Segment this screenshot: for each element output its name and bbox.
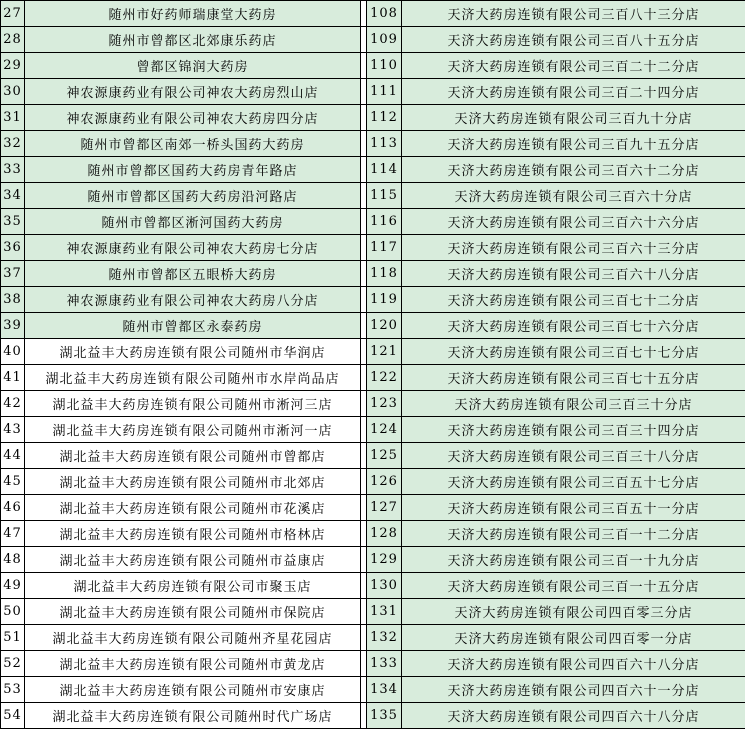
table-row [1, 313, 745, 339]
row-number-left: 47 [1, 521, 25, 547]
table-row [1, 495, 745, 521]
row-number-right: 130 [367, 573, 402, 599]
store-name-right: 天济大药房连锁有限公司三百三十分店 [402, 391, 745, 417]
row-number-right: 134 [367, 677, 402, 703]
table-row [1, 599, 745, 625]
row-number-left: 54 [1, 703, 25, 729]
row-number-left: 37 [1, 261, 25, 287]
row-number-left: 39 [1, 313, 25, 339]
store-name-right: 天济大药房连锁有限公司三百七十七分店 [402, 339, 745, 365]
store-name-right: 天济大药房连锁有限公司三百三十八分店 [402, 443, 745, 469]
row-number-left: 48 [1, 547, 25, 573]
row-number-left: 45 [1, 469, 25, 495]
row-number-right: 108 [367, 1, 402, 27]
table-row [1, 287, 745, 313]
row-number-right: 111 [367, 79, 402, 105]
table-row [1, 391, 745, 417]
store-name-left: 湖北益丰大药房连锁有限公司随州市格林店 [25, 521, 361, 547]
row-number-left: 32 [1, 131, 25, 157]
row-number-left: 43 [1, 417, 25, 443]
store-name-right: 天济大药房连锁有限公司三百六十三分店 [402, 235, 745, 261]
store-name-right: 天济大药房连锁有限公司四百零一分店 [402, 625, 745, 651]
store-name-left: 湖北益丰大药房连锁有限公司市聚玉店 [25, 573, 361, 599]
store-name-left: 湖北益丰大药房连锁有限公司随州市花溪店 [25, 495, 361, 521]
store-name-left: 随州市曾都区淅河国药大药房 [25, 209, 361, 235]
row-number-right: 116 [367, 209, 402, 235]
row-number-right: 115 [367, 183, 402, 209]
table-row [1, 131, 745, 157]
row-number-right: 110 [367, 53, 402, 79]
store-name-left: 随州市好药师瑞康堂大药房 [25, 1, 361, 27]
table-row [1, 651, 745, 677]
store-name-right: 天济大药房连锁有限公司三百一十九分店 [402, 547, 745, 573]
store-name-right: 天济大药房连锁有限公司三百九十分店 [402, 105, 745, 131]
row-number-right: 119 [367, 287, 402, 313]
row-number-left: 31 [1, 105, 25, 131]
store-name-right: 天济大药房连锁有限公司三百六十六分店 [402, 209, 745, 235]
store-name-left: 湖北益丰大药房连锁有限公司随州齐星花园店 [25, 625, 361, 651]
table-row [1, 183, 745, 209]
store-name-left: 湖北益丰大药房连锁有限公司随州市益康店 [25, 547, 361, 573]
store-name-left: 湖北益丰大药房连锁有限公司随州市黄龙店 [25, 651, 361, 677]
row-number-right: 114 [367, 157, 402, 183]
table-body [1, 1, 745, 729]
row-number-right: 117 [367, 235, 402, 261]
store-name-right: 天济大药房连锁有限公司四百六十一分店 [402, 677, 745, 703]
row-number-left: 49 [1, 573, 25, 599]
row-number-left: 53 [1, 677, 25, 703]
row-number-right: 124 [367, 417, 402, 443]
row-number-right: 112 [367, 105, 402, 131]
store-name-left: 神农源康药业有限公司神农大药房七分店 [25, 235, 361, 261]
row-number-left: 35 [1, 209, 25, 235]
table-row [1, 261, 745, 287]
row-number-right: 123 [367, 391, 402, 417]
store-name-right: 天济大药房连锁有限公司三百八十三分店 [402, 1, 745, 27]
table-row [1, 235, 745, 261]
row-number-left: 40 [1, 339, 25, 365]
table-row [1, 27, 745, 53]
row-number-left: 27 [1, 1, 25, 27]
store-name-left: 湖北益丰大药房连锁有限公司随州市保院店 [25, 599, 361, 625]
store-name-right: 天济大药房连锁有限公司三百八十五分店 [402, 27, 745, 53]
row-number-left: 29 [1, 53, 25, 79]
row-number-right: 133 [367, 651, 402, 677]
store-name-left: 湖北益丰大药房连锁有限公司随州市淅河三店 [25, 391, 361, 417]
store-name-left: 湖北益丰大药房连锁有限公司随州市北郊店 [25, 469, 361, 495]
store-name-left: 随州市曾都区北郊康乐药店 [25, 27, 361, 53]
row-number-left: 51 [1, 625, 25, 651]
table-row [1, 703, 745, 729]
table-row [1, 417, 745, 443]
store-name-right: 天济大药房连锁有限公司三百六十二分店 [402, 157, 745, 183]
store-name-left: 随州市曾都区南郊一桥头国药大药房 [25, 131, 361, 157]
table-row [1, 443, 745, 469]
table-row [1, 339, 745, 365]
store-name-right: 天济大药房连锁有限公司三百一十二分店 [402, 521, 745, 547]
store-name-right: 天济大药房连锁有限公司三百三十四分店 [402, 417, 745, 443]
row-number-right: 132 [367, 625, 402, 651]
table-row [1, 469, 745, 495]
table-row [1, 677, 745, 703]
row-number-left: 36 [1, 235, 25, 261]
store-name-left: 随州市曾都区永泰药房 [25, 313, 361, 339]
table-row [1, 53, 745, 79]
row-number-left: 30 [1, 79, 25, 105]
row-number-left: 44 [1, 443, 25, 469]
table-row [1, 547, 745, 573]
row-number-left: 38 [1, 287, 25, 313]
store-name-right: 天济大药房连锁有限公司四百零三分店 [402, 599, 745, 625]
store-name-right: 天济大药房连锁有限公司三百二十四分店 [402, 79, 745, 105]
store-name-left: 湖北益丰大药房连锁有限公司随州市水岸尚品店 [25, 365, 361, 391]
row-number-right: 121 [367, 339, 402, 365]
row-number-left: 50 [1, 599, 25, 625]
row-number-right: 131 [367, 599, 402, 625]
row-number-left: 46 [1, 495, 25, 521]
row-number-right: 109 [367, 27, 402, 53]
table-row [1, 625, 745, 651]
store-name-left: 湖北益丰大药房连锁有限公司随州市华润店 [25, 339, 361, 365]
row-number-left: 41 [1, 365, 25, 391]
table-row [1, 79, 745, 105]
store-name-right: 天济大药房连锁有限公司三百七十六分店 [402, 313, 745, 339]
row-number-right: 128 [367, 521, 402, 547]
store-name-right: 天济大药房连锁有限公司三百七十二分店 [402, 287, 745, 313]
store-name-left: 神农源康药业有限公司神农大药房四分店 [25, 105, 361, 131]
store-name-left: 随州市曾都区国药大药房沿河路店 [25, 183, 361, 209]
store-name-right: 天济大药房连锁有限公司三百二十二分店 [402, 53, 745, 79]
row-number-left: 28 [1, 27, 25, 53]
store-name-right: 天济大药房连锁有限公司四百六十八分店 [402, 703, 745, 729]
store-name-left: 神农源康药业有限公司神农大药房烈山店 [25, 79, 361, 105]
row-number-right: 120 [367, 313, 402, 339]
row-number-right: 135 [367, 703, 402, 729]
store-name-right: 天济大药房连锁有限公司三百六十分店 [402, 183, 745, 209]
row-number-right: 126 [367, 469, 402, 495]
row-number-right: 118 [367, 261, 402, 287]
store-name-left: 湖北益丰大药房连锁有限公司随州市淅河一店 [25, 417, 361, 443]
table-row [1, 1, 745, 27]
store-name-right: 天济大药房连锁有限公司三百七十五分店 [402, 365, 745, 391]
store-name-left: 湖北益丰大药房连锁有限公司随州市曾都店 [25, 443, 361, 469]
store-name-right: 天济大药房连锁有限公司三百五十七分店 [402, 469, 745, 495]
store-name-right: 天济大药房连锁有限公司三百六十八分店 [402, 261, 745, 287]
store-name-left: 随州市曾都区五眼桥大药房 [25, 261, 361, 287]
store-name-left: 神农源康药业有限公司神农大药房八分店 [25, 287, 361, 313]
table-row [1, 157, 745, 183]
row-number-right: 125 [367, 443, 402, 469]
store-name-left: 曾都区锦润大药房 [25, 53, 361, 79]
row-number-right: 127 [367, 495, 402, 521]
store-name-left: 湖北益丰大药房连锁有限公司随州时代广场店 [25, 703, 361, 729]
row-number-left: 33 [1, 157, 25, 183]
table-row [1, 521, 745, 547]
table-row [1, 365, 745, 391]
store-name-right: 天济大药房连锁有限公司三百五十一分店 [402, 495, 745, 521]
store-name-left: 湖北益丰大药房连锁有限公司随州市安康店 [25, 677, 361, 703]
store-name-left: 随州市曾都区国药大药房青年路店 [25, 157, 361, 183]
row-number-left: 52 [1, 651, 25, 677]
table-row [1, 105, 745, 131]
row-number-right: 122 [367, 365, 402, 391]
row-number-right: 129 [367, 547, 402, 573]
table-row [1, 573, 745, 599]
store-name-right: 天济大药房连锁有限公司三百一十五分店 [402, 573, 745, 599]
store-name-right: 天济大药房连锁有限公司四百六十八分店 [402, 651, 745, 677]
store-name-right: 天济大药房连锁有限公司三百九十五分店 [402, 131, 745, 157]
row-number-left: 42 [1, 391, 25, 417]
row-number-right: 113 [367, 131, 402, 157]
row-number-left: 34 [1, 183, 25, 209]
table-row [1, 209, 745, 235]
